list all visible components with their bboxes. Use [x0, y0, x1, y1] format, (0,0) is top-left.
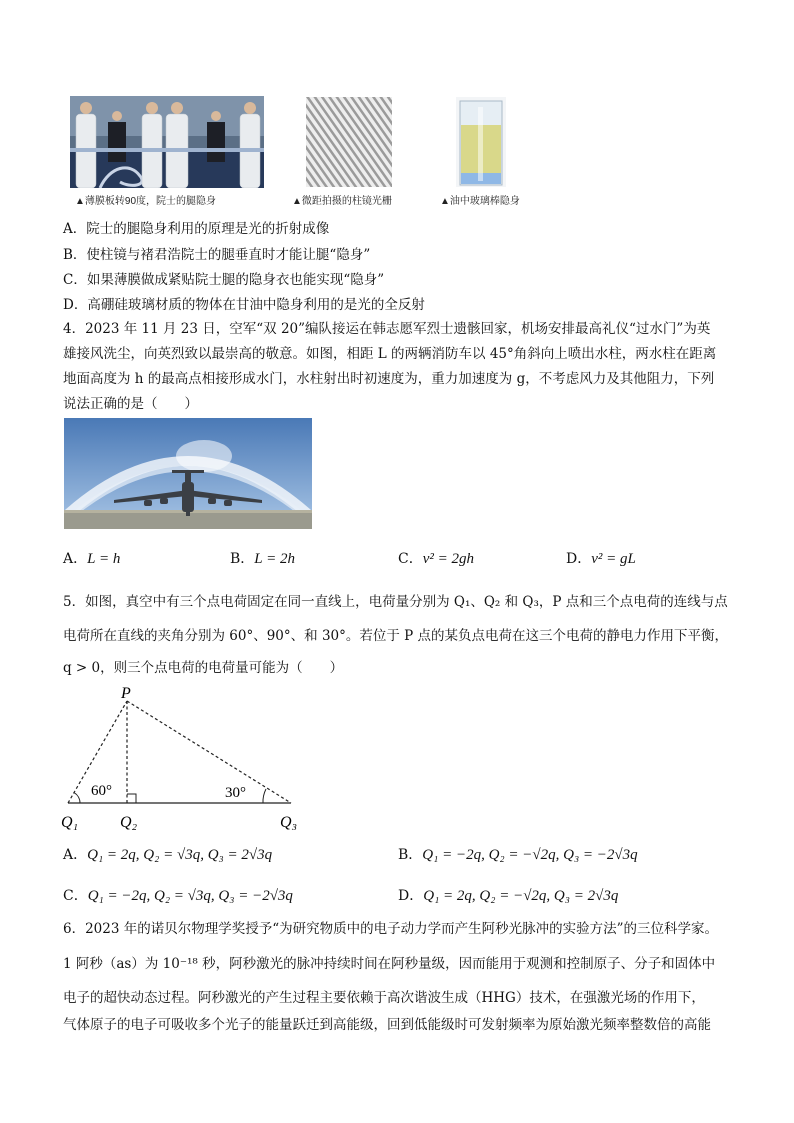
charge-triangle-figure	[58, 685, 308, 835]
q4-option-d: D．v² = gL	[566, 551, 636, 567]
q5-stem-line-2: 电荷所在直线的夹角分别为 60°、90°、和 30°。若位于 P 点的某负点电荷在这三个电荷的静电力作用下平衡，	[63, 628, 729, 644]
q4-option-c: C．v² = 2gh	[398, 551, 474, 567]
q5-option-a: A．Q₁ = 2q, Q₂ = √3q, Q₃ = 2√3q	[63, 847, 273, 863]
q6-stem-line-3: 电子的超快动态过程。阿秒激光的产生过程主要依赖于高次谐波生成（HHG）技术，在强激光场的作用下，	[63, 990, 705, 1006]
q6-stem-line-1: 6．2023 年的诺贝尔物理学奖授予“为研究物质中的电子动力学而产生阿秒光脉冲的实验方法”的三位科学家。	[63, 921, 719, 937]
q4-stem-line-3: 地面高度为 h 的最高点相接形成水门，水柱射出时初速度为，重力加速度为 g，不考虑风力及其他阻力，下列	[63, 371, 715, 387]
label-q3: Q₃	[280, 814, 298, 831]
q4-option-a: A．L = h	[63, 551, 121, 567]
stage-photo-caption: ▲薄膜板转90度，院士的腿隐身	[75, 196, 217, 207]
q5-option-b: B．Q₁ = −2q, Q₂ = −√2q, Q₃ = −2√3q	[398, 847, 638, 863]
oil-glass-photo	[456, 97, 506, 187]
angle-arc-30	[263, 789, 266, 803]
q3-option-c: C．如果薄膜做成紧贴院士腿的隐身衣也能实现“隐身”	[63, 272, 385, 288]
q6-stem-line-2: 1 阿秒（as）为 10⁻¹⁸ 秒，阿秒激光的脉冲持续时间在阿秒量级，因而能用于观测和控制原子、分子和固体中	[63, 956, 716, 972]
oil-glass-photo-caption: ▲油中玻璃棒隐身	[440, 196, 520, 207]
q5-stem-line-1: 5．如图，真空中有三个点电荷固定在同一直线上，电荷量分别为 Q₁、Q₂ 和 Q₃，P 点和三个点电荷的连线与点	[63, 594, 728, 610]
q5-option-d: D．Q₁ = 2q, Q₂ = −√2q, Q₃ = 2√3q	[398, 888, 619, 904]
angle-arc-60	[74, 793, 80, 803]
water-gate-photo	[64, 418, 312, 529]
grating-photo	[306, 97, 392, 187]
stage-photo	[70, 96, 264, 188]
q5-stem-line-3: q > 0，则三个点电荷的电荷量可能为（ ）	[63, 660, 344, 676]
label-q2: Q₂	[120, 814, 138, 831]
label-p: P	[121, 685, 131, 702]
grating-photo-caption: ▲微距拍摄的柱镜光栅	[292, 196, 392, 207]
q6-stem-line-4: 气体原子的电子可吸收多个光子的能量跃迁到高能级，回到低能级时可发射频率为原始激光频率整数倍的高能	[63, 1017, 711, 1033]
q4-option-b: B．L = 2h	[230, 551, 295, 567]
q4-stem-line-2: 雄接风洗尘，向英烈致以最崇高的敬意。如图，相距 L 的两辆消防车以 45°角斜向上喷出水柱，两水柱在距离	[63, 346, 717, 362]
right-angle-mark	[127, 794, 136, 803]
q3-option-d: D．高硼硅玻璃材质的物体在甘油中隐身利用的是光的全反射	[63, 297, 425, 313]
q4-stem-line-1: 4．2023 年 11 月 23 日，空军“双 20”编队接运在韩志愿军烈士遗骸回家，机场安排最高礼仪“过水门”为英	[63, 321, 711, 337]
q3-option-a: A．院士的腿隐身利用的原理是光的折射成像	[63, 221, 330, 237]
q3-option-b: B．使柱镜与褚君浩院士的腿垂直时才能让腿“隐身”	[63, 247, 371, 263]
q5-option-c: C．Q₁ = −2q, Q₂ = √3q, Q₃ = −2√3q	[63, 888, 293, 904]
label-angle-60: 60°	[91, 783, 112, 799]
line-p-q3	[127, 701, 291, 803]
label-q1: Q₁	[61, 814, 79, 831]
label-angle-30: 30°	[225, 785, 246, 801]
q4-stem-line-4: 说法正确的是（ ）	[63, 396, 198, 412]
